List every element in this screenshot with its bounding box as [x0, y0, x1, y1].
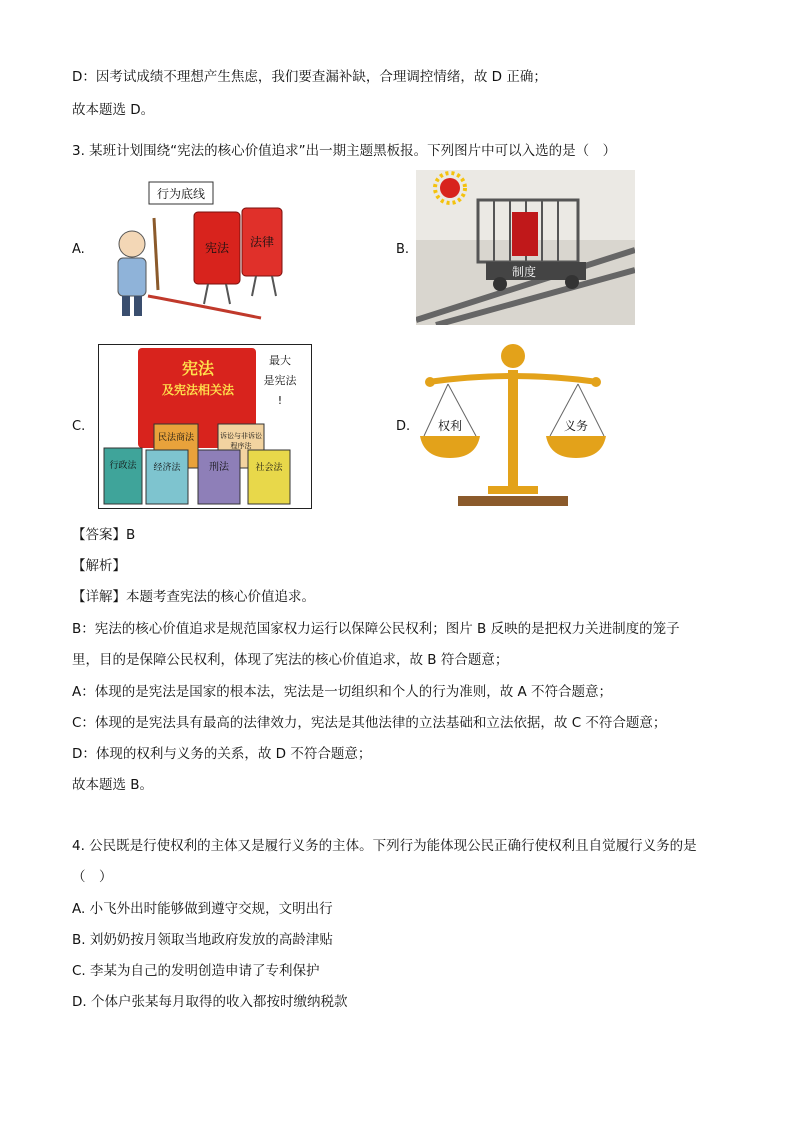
book-procedure-text-1: 诉讼与非诉讼: [220, 432, 262, 440]
q4-option-d: D. 个体户张某每月取得的收入都按时缴纳税款: [72, 994, 348, 1010]
cage-label-text: 制度: [511, 265, 537, 279]
q4-option-b: B. 刘奶奶按月领取当地政府发放的高龄津贴: [72, 932, 333, 948]
q3-explain-d: D：体现的权利与义务的关系，故 D 不符合题意；: [72, 746, 372, 762]
book-xianfa-text: 宪法: [204, 241, 230, 255]
q3-option-b-label: B.: [396, 242, 410, 257]
prev-answer-conclusion: 故本题选 D。: [72, 102, 155, 118]
prev-answer-d: D：因考试成绩不理想产生焦虑，我们要查漏补缺，合理调控情绪，故 D 正确；: [72, 69, 547, 85]
book-economic-text: 经济法: [153, 463, 181, 473]
q3-explain-b-1: B：宪法的核心价值追求是规范国家权力运行以保障公民权利；图片 B 反映的是把权力关进制度的笼子: [72, 621, 680, 637]
q3-explain-b-2: 里，目的是保障公民权利，体现了宪法的核心价值追求，故 B 符合题意；: [72, 652, 509, 668]
big-book-subtitle: 及宪法相关法: [161, 383, 235, 397]
q3-option-d-label: D.: [396, 419, 411, 434]
book-procedure-text-2: 程序法: [230, 442, 252, 450]
book-social-text: 社会法: [255, 463, 283, 473]
q3-option-a-image: [96, 178, 308, 324]
bubble-line-3: !: [277, 394, 283, 407]
q3-explain-a: A：体现的是宪法是国家的根本法，宪法是一切组织和个人的行为准则，故 A 不符合题意；: [72, 684, 613, 700]
q3-answer: 【答案】B: [72, 527, 136, 543]
q4-option-c: C. 李某为自己的发明创造申请了专利保护: [72, 963, 320, 979]
book-civil-text: 民法商法: [157, 433, 195, 443]
q3-detail: 【详解】本题考查宪法的核心价值追求。: [72, 589, 315, 605]
q4-option-a: A. 小飞外出时能够做到遵守交规，文明出行: [72, 901, 333, 917]
bubble-line-2: 是宪法: [263, 374, 297, 387]
scale-right-text: 义务: [563, 419, 589, 433]
book-admin-text: 行政法: [109, 461, 137, 471]
q4-stem: 4. 公民既是行使权利的主体又是履行义务的主体。下列行为能体现公民正确行使权利且自觉履行义务的是: [72, 838, 697, 854]
q3-option-d-image: [418, 340, 608, 510]
q3-explain-c: C：体现的是宪法具有最高的法律效力，宪法是其他法律的立法基础和立法依据，故 C 不符合题意；: [72, 715, 667, 731]
q3-analysis-title: 【解析】: [72, 558, 126, 574]
book-criminal-text: 刑法: [209, 462, 229, 473]
big-book-title: 宪法: [181, 359, 215, 378]
q3-option-c-image: [98, 344, 312, 509]
q3-option-a-label: A.: [72, 242, 85, 257]
scale-left-text: 权利: [437, 419, 463, 433]
q3-conclusion: 故本题选 B。: [72, 777, 154, 793]
q3-option-b-image: [416, 170, 635, 325]
bubble-line-1: 最大: [269, 354, 291, 367]
q4-bracket: （ ）: [72, 869, 113, 885]
sign-text: 行为底线: [156, 187, 206, 201]
book-falv-text: 法律: [249, 235, 275, 249]
q3-option-c-label: C.: [72, 419, 86, 434]
q3-stem: 3. 某班计划围绕“宪法的核心价值追求”出一期主题黑板报。下列图片中可以入选的是（ ）: [72, 143, 617, 159]
